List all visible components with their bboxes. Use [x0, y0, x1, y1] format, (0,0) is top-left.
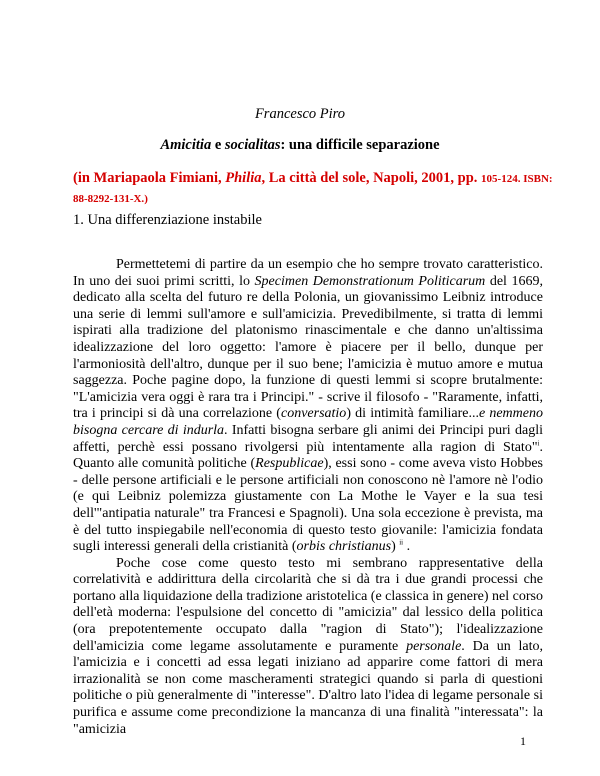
p1-quote-italic: e nemmeno bisogna cercare di indurla: [73, 406, 543, 438]
citation-part-pages-isbn: 105-124. ISBN: 88-8292-131-X.: [73, 173, 553, 205]
citation-part-close: ): [144, 193, 148, 205]
citation-part-1: (in Mariapaola Fimiani,: [73, 170, 226, 186]
p1-text-6: ), essi sono - come aveva visto Hobbes - delle persone artificiali e le persone artificiali non conoscono nè l'amore nè l'odio (e qui Leibniz polemizza giustamente con La Mothe le Vayer e la sua tesi dell'"antipatia naturale" tra Francesi e Spagnoli). Una sola eccezione è prevista, ma è del tutto inspiegabile nell'economia di questo testo giovanile: l'amicizia fondata sugli interessi generali della cristianità (: [73, 456, 543, 555]
title-part-amicitia: Amicitia: [160, 137, 212, 153]
document-title: [0, 137, 600, 154]
p1-specimen-title: Specimen Demonstrationum Politicarum: [254, 273, 486, 289]
author-name: Francesco Piro: [254, 106, 346, 122]
citation-part-philia: Philia: [225, 170, 262, 186]
p1-text-4: . Infatti bisogna serbare gli animi dei Principi puri dagli affetti, perchè essi possano rivolgersi più intentamente alla ragion di Stato": [73, 422, 543, 455]
p2-text-2: . Da un lato, l'amicizia e i concetti ad essa legati iniziano ad apparire come fattori di mera irrazionalità se non come mascheramenti strategici quando si parla di questioni politiche o più generalmente di "interesse". D'altro lato l'idea di legame personale si purifica e assume come precondizione la mancanza di una finalità "interessata": la "amicizia: [73, 638, 543, 737]
footnote-ref-2[interactable]: ii: [399, 538, 404, 547]
p1-text-3: ) di intimità familiare...: [346, 406, 479, 422]
p1-orbis-christianus: orbis christianus: [296, 539, 392, 555]
section-heading: 1. Una differenziazione instabile: [73, 212, 262, 228]
p2-personale: personale: [406, 638, 462, 654]
p1-respublicae: Respublicae: [255, 456, 324, 472]
title-part-subtitle: : una difficile separazione: [280, 137, 440, 153]
p1-text-7: ): [391, 539, 400, 555]
p1-text-2: del 1669, dedicato alla scelta del futuro re della Polonia, un giovanissimo Leibniz introduce una serie di lemmi sull'amore e sull'amicizia. Prevedibilmente, si tratta di lemmi ispirati alla tradizione del platonismo rinascimentale e che danno un'altissima idealizzazione del loro oggetto: l'amore è piacere per il bello, dunque per l'armoniosità dell'altro, dunque per il suo bene; l'amicizia è mutuo amore e mutua saggezza. Poche pagine dopo, la funzione di questi lemmi si scopre brutalmente: "L'amicizia vera oggi è rara tra i Principi." - scrive il filosofo - "Raramente, infatti, tra i principi si dà una correlazione (: [73, 273, 543, 422]
p1-text-5: . Quanto alle comunità politiche (: [73, 439, 543, 472]
p1-conversatio: conversatio: [280, 406, 347, 422]
paragraph-2: [73, 556, 543, 739]
p2-text-1: Poche cose come questo testo mi sembrano rappresentative della correlatività e addirittura della circolarità che si dà tra i due grandi processi che portano alla liquidazione della tradizione aristotelica (e classica in genere) nel corso dell'età moderna: l'espulsione del concetto di "amicizia" dal lessico della politica (ora prepotentemente occupato dalla "ragion di Stato"); l'idealizzazione dell'amicizia come legame assolutamente e puramente: [73, 555, 543, 654]
citation: [73, 169, 555, 209]
citation-part-3: , La città del sole, Napoli, 2001, pp.: [261, 170, 482, 186]
title-part-conjunction: e: [211, 137, 225, 153]
page-number: 1: [520, 734, 526, 748]
body-text: [73, 257, 543, 738]
paragraph-1: [73, 257, 543, 556]
p1-text-1: Permettetemi di partire da un esempio che ho sempre trovato caratteristico. In uno dei suoi primi scritti, lo: [73, 257, 543, 289]
title-part-socialitas: socialitas: [224, 137, 281, 153]
p1-text-8: .: [403, 539, 411, 555]
footnote-ref-1[interactable]: i: [537, 438, 540, 447]
